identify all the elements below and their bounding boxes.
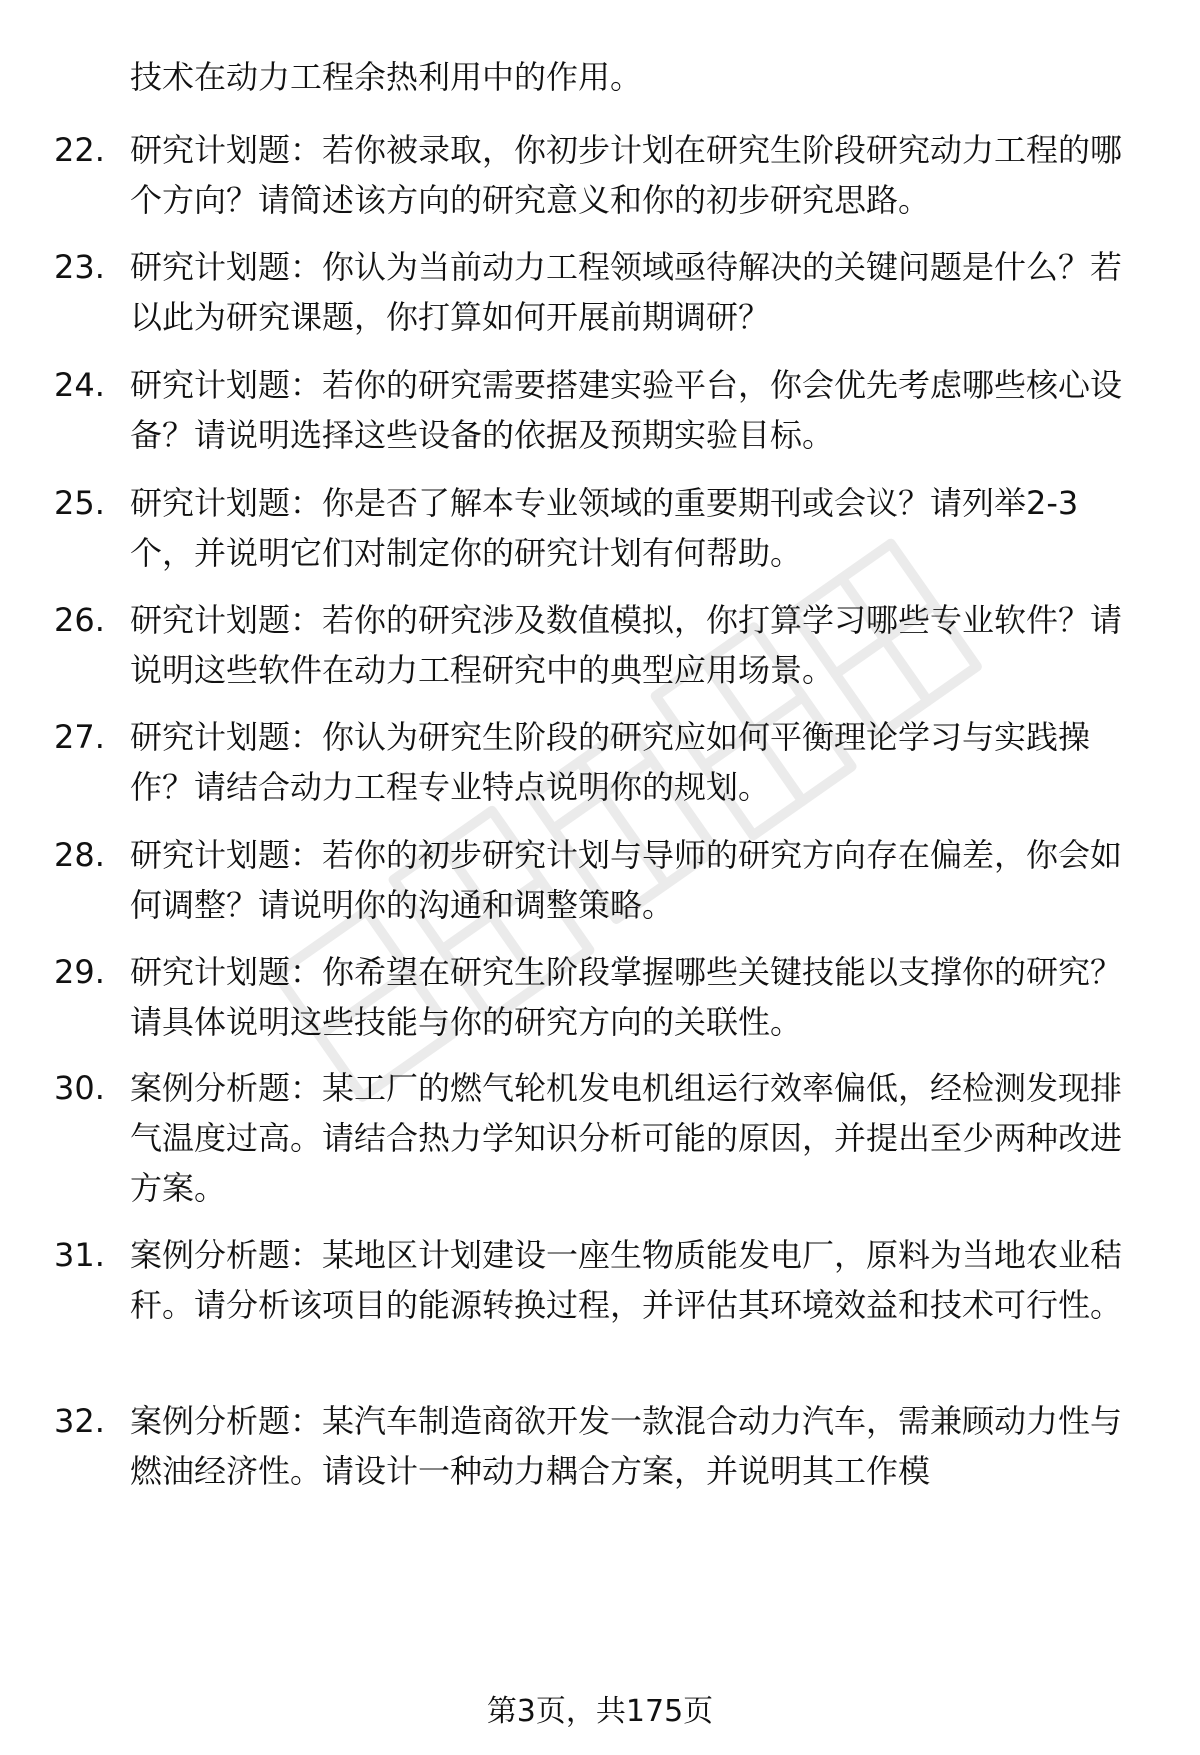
question-text: 研究计划题：若你的初步研究计划与导师的研究方向存在偏差，你会如何调整？请说明你的沟通和调整策略。 <box>130 836 1123 924</box>
page-number: 第3页，共175页 <box>486 1694 714 1729</box>
question-text: 研究计划题：你希望在研究生阶段掌握哪些关键技能以支撑你的研究？请具体说明这些技能与你的研究方向的关联性。 <box>130 953 1123 1041</box>
question-number: 26. <box>54 601 105 639</box>
question-text: 案例分析题：某工厂的燃气轮机发电机组运行效率偏低，经检测发现排气温度过高。请结合热力学知识分析可能的原因，并提出至少两种改进方案。 <box>130 1069 1123 1207</box>
question-text: 案例分析题：某地区计划建设一座生物质能发电厂，原料为当地农业秸秆。请分析该项目的能源转换过程，并评估其环境效益和技术可行性。 <box>130 1236 1123 1324</box>
question-number: 28. <box>54 836 105 874</box>
question-number: 31. <box>54 1236 105 1274</box>
continuation-text: 技术在动力工程余热利用中的作用。 <box>130 58 643 96</box>
question-text: 研究计划题：你认为当前动力工程领域亟待解决的关键问题是什么？若以此为研究课题，你打算如何开展前期调研？ <box>130 248 1123 336</box>
question-text: 研究计划题：若你的研究涉及数值模拟，你打算学习哪些专业软件？请说明这些软件在动力工程研究中的典型应用场景。 <box>130 601 1123 689</box>
question-text: 研究计划题：你是否了解本专业领域的重要期刊或会议？请列举2-3个，并说明它们对制定你的研究计划有何帮助。 <box>130 484 1079 572</box>
question-number: 32. <box>54 1402 105 1440</box>
question-text: 研究计划题：若你的研究需要搭建实验平台，你会优先考虑哪些核心设备？请说明选择这些设备的依据及预期实验目标。 <box>130 366 1123 454</box>
question-number: 23. <box>54 248 105 286</box>
question-number: 24. <box>54 366 105 404</box>
question-number: 29. <box>54 953 105 991</box>
question-number: 30. <box>54 1069 105 1107</box>
question-number: 25. <box>54 484 105 522</box>
question-number: 27. <box>54 718 105 756</box>
question-text: 案例分析题：某汽车制造商欲开发一款混合动力汽车，需兼顾动力性与燃油经济性。请设计一种动力耦合方案，并说明其工作模 <box>130 1402 1123 1490</box>
question-text: 研究计划题：你认为研究生阶段的研究应如何平衡理论学习与实践操作？请结合动力工程专业特点说明你的规划。 <box>130 718 1091 806</box>
question-number: 22. <box>54 131 105 169</box>
question-text: 研究计划题：若你被录取，你初步计划在研究生阶段研究动力工程的哪个方向？请简述该方向的研究意义和你的初步研究思路。 <box>130 131 1123 219</box>
